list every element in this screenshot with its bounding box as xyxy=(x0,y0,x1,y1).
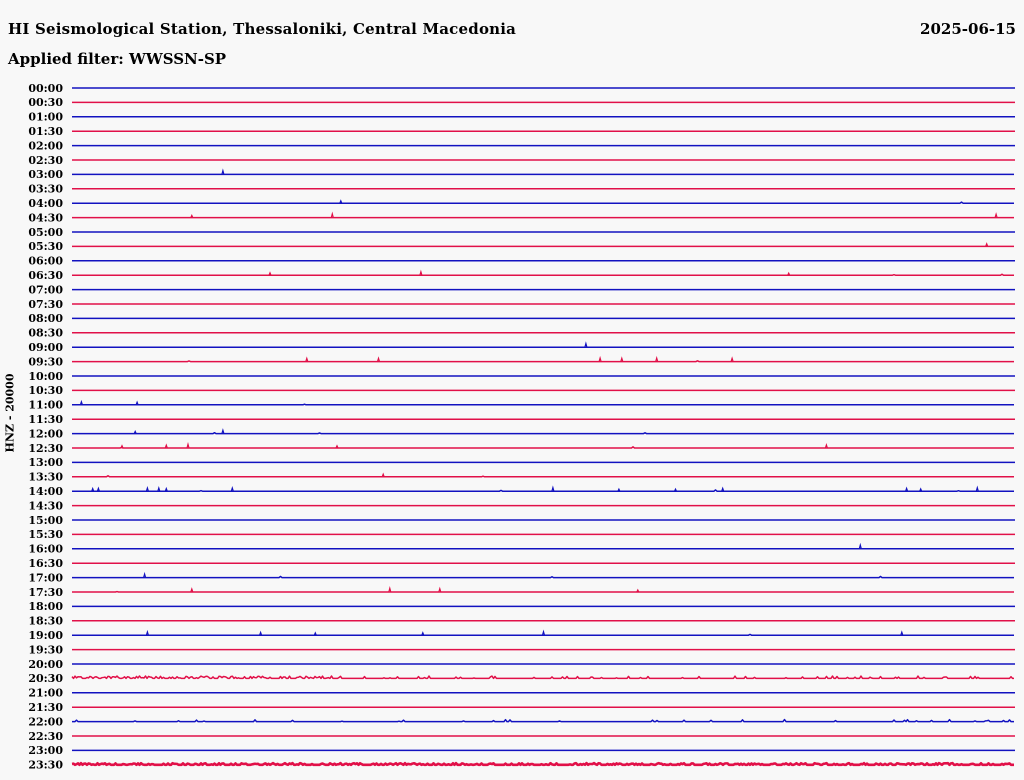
seismogram-trace-11:00 xyxy=(72,404,1014,405)
seismogram-trace-17:00 xyxy=(72,576,1014,577)
time-label: 20:00 xyxy=(28,657,63,671)
filter-label: Applied filter: WWSSN-SP xyxy=(8,50,227,68)
time-label: 01:30 xyxy=(28,125,63,138)
time-label: 14:30 xyxy=(28,499,63,513)
seismogram-trace-14:00 xyxy=(72,490,1014,491)
time-label: 23:30 xyxy=(28,758,63,772)
time-label: 11:00 xyxy=(28,398,63,412)
time-label: 01:00 xyxy=(28,110,63,124)
time-label: 19:00 xyxy=(28,629,63,642)
time-label: 05:30 xyxy=(28,240,63,254)
time-label: 02:00 xyxy=(28,139,63,153)
seismogram-trace-23:30 xyxy=(72,763,1014,765)
time-label: 07:30 xyxy=(28,297,63,311)
time-label: 13:30 xyxy=(28,470,63,484)
date-label: 2025-06-15 xyxy=(920,20,1016,38)
time-label: 17:30 xyxy=(28,585,63,599)
seismogram-trace-04:00 xyxy=(72,202,1014,203)
time-label: 22:00 xyxy=(28,715,63,729)
time-label: 12:30 xyxy=(28,441,63,455)
time-label: 13:00 xyxy=(28,456,63,470)
time-label: 12:00 xyxy=(28,427,63,441)
seismogram-trace-09:30 xyxy=(72,361,1014,362)
time-label: 16:00 xyxy=(28,542,63,556)
time-label: 19:30 xyxy=(28,643,63,657)
time-label: 03:00 xyxy=(28,168,63,182)
time-label: 15:30 xyxy=(28,528,63,542)
time-label: 15:00 xyxy=(28,513,63,527)
time-label: 08:30 xyxy=(28,326,63,340)
time-label: 18:30 xyxy=(28,614,63,628)
time-label: 08:00 xyxy=(28,312,63,326)
channel-scale-label: HNZ - 20000 xyxy=(3,373,17,453)
time-label: 00:00 xyxy=(28,81,63,95)
time-label: 09:00 xyxy=(28,341,63,354)
time-label: 22:30 xyxy=(28,729,63,743)
time-label: 21:30 xyxy=(28,701,63,714)
time-label: 16:30 xyxy=(28,557,63,570)
time-label: 14:00 xyxy=(28,485,63,498)
time-label: 10:00 xyxy=(28,369,63,383)
time-label: 06:30 xyxy=(28,269,63,282)
time-label: 07:00 xyxy=(28,283,63,297)
time-label: 06:00 xyxy=(28,254,63,268)
time-label: 18:00 xyxy=(28,600,63,614)
time-label: 03:30 xyxy=(28,182,63,196)
time-label: 20:30 xyxy=(28,672,63,686)
seismogram-trace-20:30 xyxy=(72,676,1014,678)
time-label: 04:00 xyxy=(28,197,63,210)
page-title: HI Seismological Station, Thessaloniki, Central Macedonia xyxy=(8,20,517,38)
time-label: 02:30 xyxy=(28,153,63,167)
time-label: 10:30 xyxy=(28,384,63,398)
seismogram-trace-22:00 xyxy=(72,720,1014,722)
time-label: 09:30 xyxy=(28,355,63,369)
time-label: 04:30 xyxy=(28,211,63,225)
time-label: 17:00 xyxy=(28,571,63,585)
time-label: 21:00 xyxy=(28,686,63,700)
time-label: 05:00 xyxy=(28,225,63,239)
time-label: 00:30 xyxy=(28,96,63,110)
seismogram-trace-13:30 xyxy=(72,476,1014,477)
time-label: 23:00 xyxy=(28,744,63,758)
seismogram-trace-12:30 xyxy=(72,447,1014,448)
seismogram-trace-12:00 xyxy=(72,433,1014,434)
seismogram-trace-06:30 xyxy=(72,274,1014,275)
time-label: 11:30 xyxy=(28,413,63,426)
